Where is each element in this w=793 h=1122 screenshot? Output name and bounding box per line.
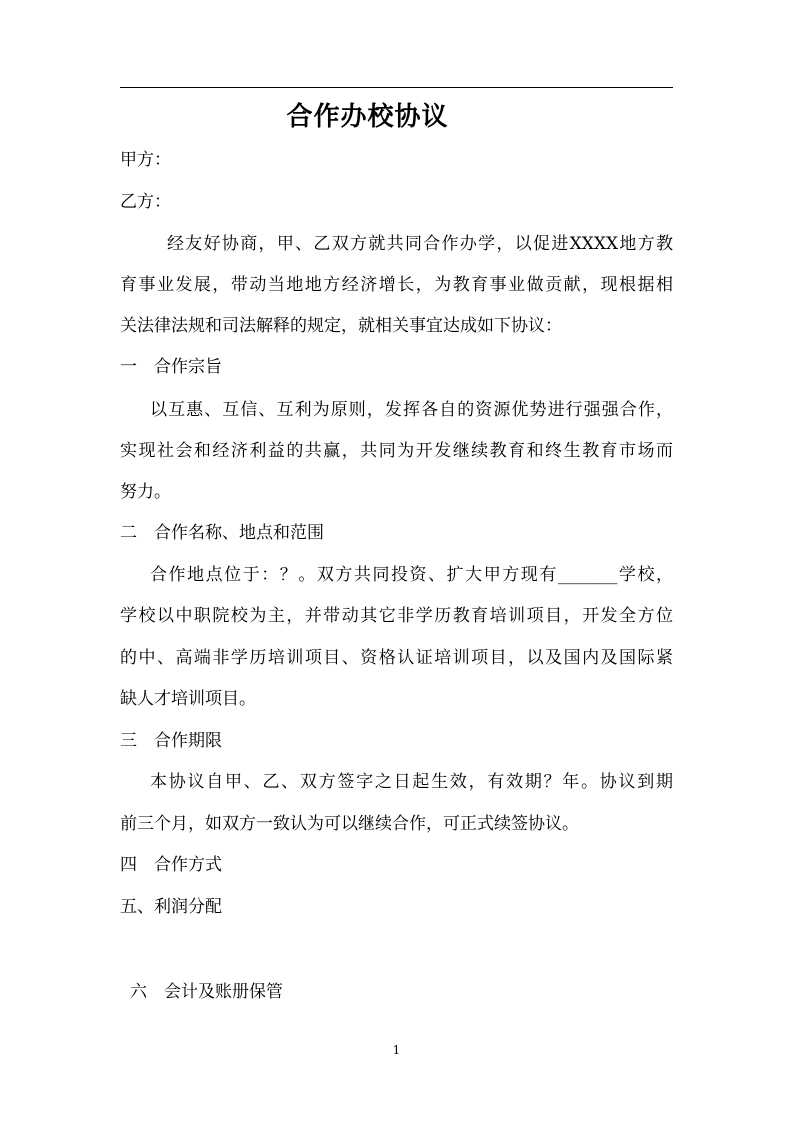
section-5-heading: 五、利润分配 <box>120 897 222 917</box>
section-2-line-4: 缺人才培训项目。 <box>120 689 256 709</box>
section-6-heading: 六 会计及账册保管 <box>130 982 283 1002</box>
intro-line-3: 关法律法规和司法解释的规定，就相关事宜达成如下协议： <box>120 316 562 336</box>
section-2-line-2: 学校以中职院校为主，并带动其它非学历教育培训项目，开发全方位 <box>120 606 673 626</box>
section-3-heading: 三 合作期限 <box>120 731 222 751</box>
header-rule <box>120 87 673 88</box>
section-1-line-3: 努力。 <box>120 482 171 502</box>
section-3-line-1: 本协议自甲、乙、双方签字之日起生效，有效期？年。协议到期 <box>150 772 673 792</box>
party-b-label: 乙方： <box>120 192 171 212</box>
section-2-line-3: 的中、高端非学历培训项目、资格认证培训项目，以及国内及国际紧 <box>120 648 673 668</box>
section-2-heading: 二 合作名称、地点和范围 <box>120 523 324 543</box>
section-1-heading: 一 合作宗旨 <box>120 357 222 377</box>
party-a-label: 甲方： <box>120 150 171 170</box>
section-1-line-1: 以互惠、互信、互利为原则，发挥各自的资源优势进行强强合作， <box>150 400 673 420</box>
page-number: 1 <box>392 1043 401 1057</box>
section-2-line-1: 合作地点位于：？。双方共同投资、扩大甲方现有_______学校， <box>150 565 673 585</box>
section-4-heading: 四 合作方式 <box>120 855 222 875</box>
section-1-line-2: 实现社会和经济利益的共赢，共同为开发继续教育和终生教育市场而 <box>120 441 673 461</box>
document-title: 合作办校协议 <box>286 102 449 132</box>
intro-line-2: 育事业发展，带动当地地方经济增长，为教育事业做贡献，现根据相 <box>120 275 673 295</box>
intro-line-1: 经友好协商，甲、乙双方就共同合作办学，以促进XXXX地方教 <box>167 234 673 254</box>
section-3-line-2: 前三个月，如双方一致认为可以继续合作，可正式续签协议。 <box>120 814 579 834</box>
